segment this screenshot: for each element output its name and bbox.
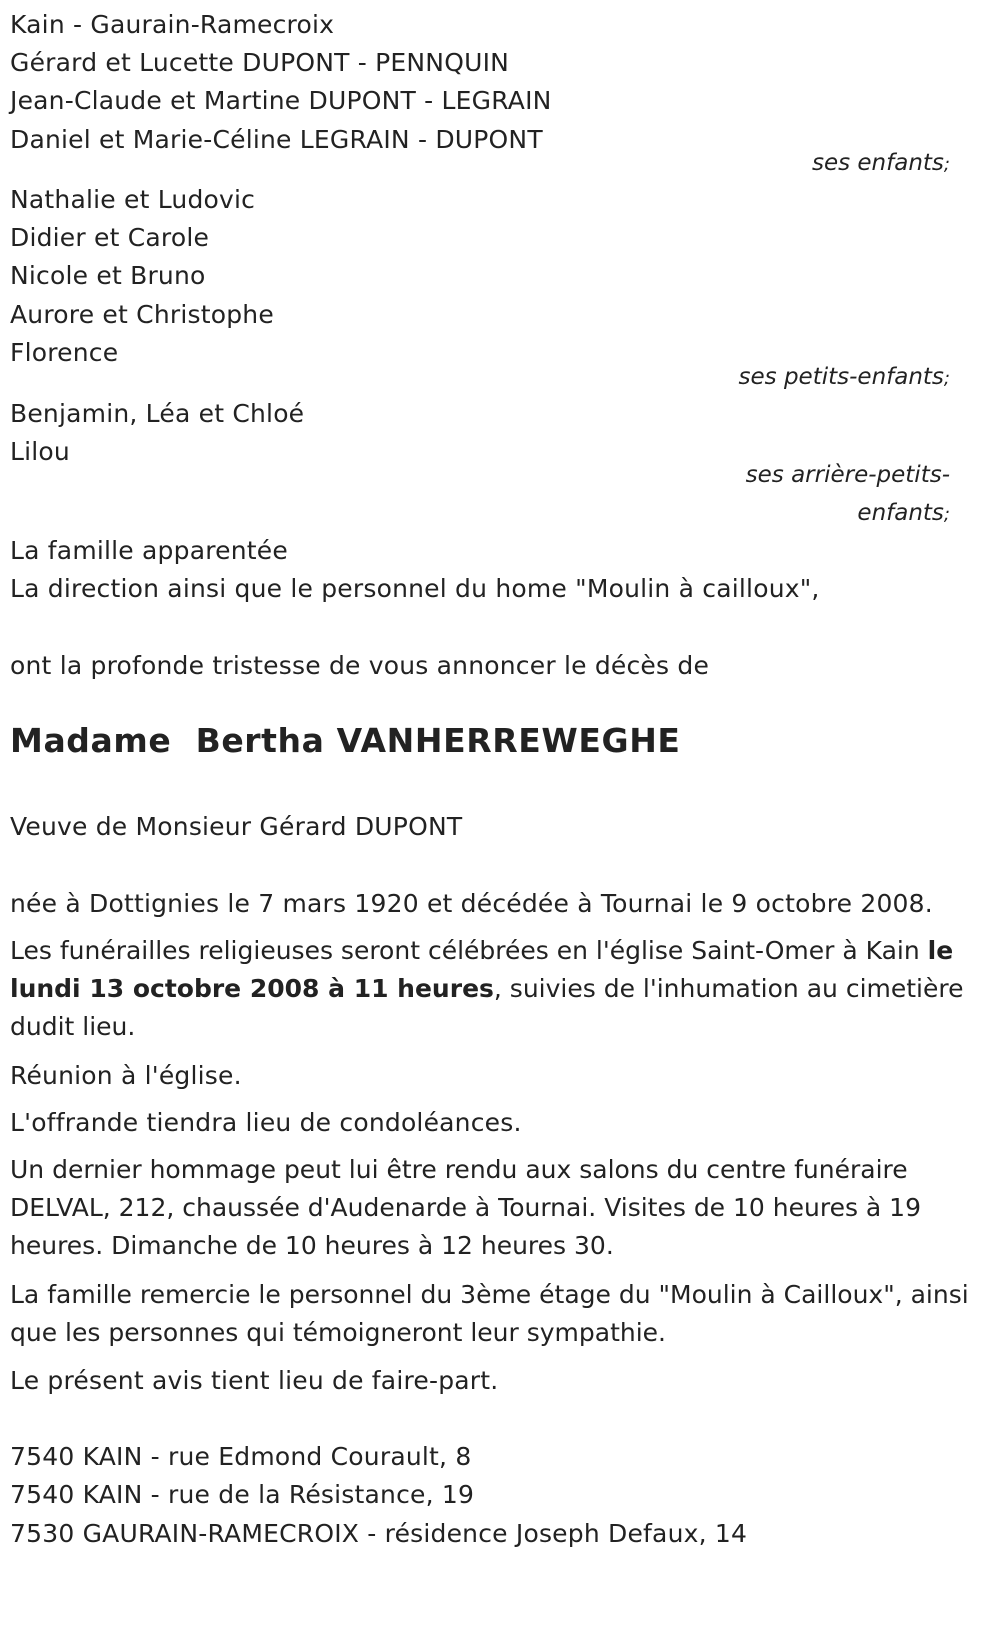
family-line: La famille apparentée — [10, 536, 288, 565]
birth-death-text: née à Dottignies le 7 mars 1920 et décédée à Tournai le 9 octobre 2008. — [10, 889, 933, 918]
widow-of-text: Veuve de Monsieur Gérard DUPONT — [10, 812, 463, 841]
deceased-fullname: Bertha VANHERREWEGHE — [195, 721, 681, 760]
address-line: 7530 GAURAIN-RAMECROIX - résidence Joseph Defaux, 14 — [10, 1519, 748, 1548]
children-role — [812, 144, 950, 184]
deceased-title: Madame — [10, 721, 172, 760]
address-line: 7540 KAIN - rue de la Résistance, 19 — [10, 1480, 475, 1509]
great-grandchildren-role-cont — [857, 494, 950, 534]
offering-text: L'offrande tiendra lieu de condoléances. — [10, 1108, 522, 1137]
children-line: Kain - Gaurain-Ramecroix — [10, 10, 335, 39]
children-role-suffix: ; — [943, 154, 950, 175]
tribute-paragraph: Un dernier hommage peut lui être rendu aux salons du centre funéraire DELVAL, 212, chaussée d'Audenarde à Tournai. Visites de 10 heures à 19 heures. Dimanche de 10 heures à 12 heures 30. — [10, 1155, 921, 1260]
grandchildren-line: Nicole et Bruno — [10, 261, 206, 290]
announcement-text: ont la profonde tristesse de vous annoncer le décès de — [10, 651, 710, 680]
deceased-name — [10, 722, 681, 760]
grandchildren-role — [739, 358, 950, 398]
children-line: Jean-Claude et Martine DUPONT - LEGRAIN — [10, 86, 552, 115]
address-line: 7540 KAIN - rue Edmond Courault, 8 — [10, 1442, 472, 1471]
grandchildren-role-suffix: ; — [943, 368, 950, 389]
great-grandchildren-line: Benjamin, Léa et Chloé — [10, 399, 305, 428]
funeral-text-2: , suivies de l'inhumation au cimetière dudit lieu. — [10, 974, 964, 1041]
children-line: Daniel et Marie-Céline LEGRAIN - DUPONT — [10, 125, 543, 154]
notice-text: Le présent avis tient lieu de faire-part. — [10, 1366, 499, 1395]
funeral-paragraph — [10, 932, 985, 1046]
grandchildren-line: Nathalie et Ludovic — [10, 185, 256, 214]
grandchildren-line: Florence — [10, 338, 119, 367]
great-grandchildren-line: Lilou — [10, 437, 70, 466]
grandchildren-line: Aurore et Christophe — [10, 300, 274, 329]
grandchildren-line: Didier et Carole — [10, 223, 210, 252]
great-grandchildren-role: ses arrière-petits- — [745, 462, 950, 488]
family-line: La direction ainsi que le personnel du home "Moulin à cailloux", — [10, 574, 820, 603]
children-role-label: ses enfants — [811, 150, 944, 176]
meeting-text: Réunion à l'église. — [10, 1061, 242, 1090]
thanks-paragraph: La famille remercie le personnel du 3ème étage du "Moulin à Cailloux", ainsi que les personnes qui témoigneront leur sympathie. — [10, 1280, 969, 1347]
great-grandchildren-role-suffix: ; — [943, 504, 950, 525]
children-line: Gérard et Lucette DUPONT - PENNQUIN — [10, 48, 510, 77]
great-grandchildren-role-label: enfants — [857, 500, 944, 526]
funeral-text-1: Les funérailles religieuses seront célébrées en l'église Saint-Omer à Kain — [10, 936, 928, 965]
funeral-date: le lundi 13 octobre 2008 à 11 heures — [10, 936, 954, 1003]
grandchildren-role-label: ses petits-enfants — [738, 364, 944, 390]
